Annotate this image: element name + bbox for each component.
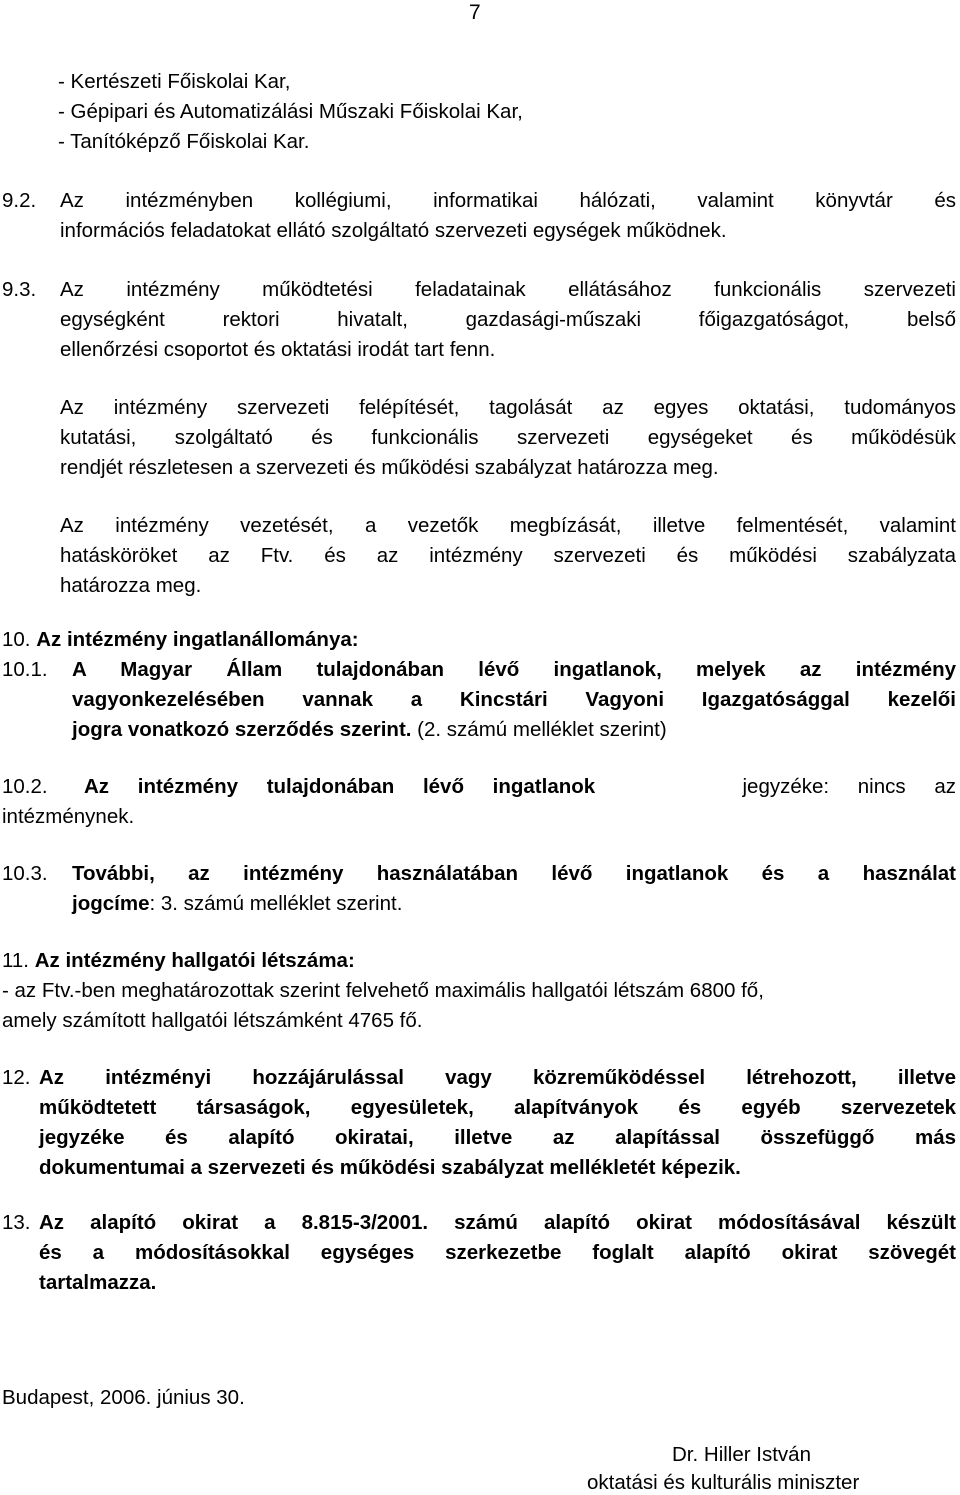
- signatory-title: oktatási és kulturális miniszter: [587, 1471, 860, 1494]
- section-13-line: Az alapító okirat a 8.815-3/2001. számú alapító okirat módosításával készült: [39, 1211, 956, 1234]
- section-9-2-line: Az intézményben kollégiumi, informatikai hálózati, valamint könyvtár és: [60, 189, 956, 212]
- faculty-item: - Kertészeti Főiskolai Kar,: [58, 70, 291, 93]
- place-date: Budapest, 2006. június 30.: [2, 1386, 245, 1409]
- section-number-9-3: 9.3.: [2, 278, 37, 301]
- section-10-2-text: jegyzéke: nincs az: [742, 775, 956, 798]
- section-number-10-3: 10.3.: [2, 862, 48, 885]
- section-9-2-line: információs feladatokat ellátó szolgáltató szervezeti egységek működnek.: [60, 219, 727, 242]
- section-number-12: 12.: [2, 1066, 31, 1089]
- section-number-10-2: 10.2.: [2, 775, 48, 798]
- section-9-3-line: ellenőrzési csoportot és oktatási irodát tart fenn.: [60, 338, 496, 361]
- section-12-line: jegyzéke és alapító okiratai, illetve az alapítással összefüggő más: [39, 1126, 956, 1149]
- paragraph-management-line: hatásköröket az Ftv. és az intézmény szervezeti és működési szabályzata: [60, 544, 956, 567]
- section-13-line: tartalmazza.: [39, 1271, 157, 1294]
- section-heading-11: [2, 951, 355, 972]
- paragraph-organization-line: Az intézmény szervezeti felépítését, tagolását az egyes oktatási, tudományos: [60, 396, 956, 419]
- section-11-line: - az Ftv.-ben meghatározottak szerint felvehető maximális hallgatói létszám 6800 fő,: [2, 979, 764, 1002]
- section-10-1-line: [72, 720, 667, 741]
- faculty-item: - Gépipari és Automatizálási Műszaki Főiskolai Kar,: [58, 100, 523, 123]
- section-12-line: működtetett társaságok, egyesületek, alapítványok és egyéb szervezetek: [39, 1096, 956, 1119]
- section-12-line: dokumentumai a szervezeti és működési szabályzat mellékletét képezik.: [39, 1156, 741, 1179]
- paragraph-organization-line: rendjét részletesen a szervezeti és működési szabályzat határozza meg.: [60, 456, 719, 479]
- section-number-9-2: 9.2.: [2, 189, 37, 212]
- section-10-2-line: intézménynek.: [2, 805, 135, 828]
- section-10-2-bold-text: Az intézmény tulajdonában lévő ingatlanok: [84, 775, 596, 798]
- signatory-name: Dr. Hiller István: [672, 1443, 811, 1466]
- section-title-11: Az intézmény hallgatói létszáma:: [34, 949, 355, 972]
- paragraph-management-line: határozza meg.: [60, 574, 202, 597]
- section-heading-10: [2, 630, 359, 651]
- section-number-10-1: 10.1.: [2, 658, 48, 681]
- section-10-1-line: A Magyar Állam tulajdonában lévő ingatlanok, melyek az intézmény: [72, 658, 956, 681]
- section-10-3-annex-ref: : 3. számú melléklet szerint.: [149, 892, 403, 915]
- section-title-10: Az intézmény ingatlanállománya:: [36, 628, 359, 651]
- faculty-item: - Tanítóképző Főiskolai Kar.: [58, 130, 310, 153]
- page-number: 7: [469, 1, 481, 24]
- section-10-2-line: [84, 777, 956, 798]
- section-13-line: és a módosításokkal egységes szerkezetbe foglalt alapító okirat szövegét: [39, 1241, 956, 1264]
- section-12-line: Az intézményi hozzájárulással vagy közreműködéssel létrehozott, illetve: [39, 1066, 956, 1089]
- section-number-11: 11.: [2, 949, 29, 972]
- paragraph-management-line: Az intézmény vezetését, a vezetők megbízását, illetve felmentését, valamint: [60, 514, 956, 537]
- section-10-1-bold-text: jogra vonatkozó szerződés szerint.: [72, 718, 412, 741]
- section-number-10: 10.: [2, 628, 31, 651]
- paragraph-organization-line: kutatási, szolgáltató és funkcionális szervezeti egységeket és működésük: [60, 426, 956, 449]
- section-9-3-line: Az intézmény működtetési feladatainak ellátásához funkcionális szervezeti: [60, 278, 956, 301]
- section-10-3-bold-text: jogcíme: [72, 892, 150, 915]
- section-9-3-line: egységként rektori hivatalt, gazdasági-műszaki főigazgatóságot, belső: [60, 308, 956, 331]
- section-10-3-line: További, az intézmény használatában lévő ingatlanok és a használat: [72, 862, 956, 885]
- section-11-line: amely számított hallgatói létszámként 4765 fő.: [2, 1009, 423, 1032]
- section-10-3-line: [72, 894, 402, 915]
- section-number-13: 13.: [2, 1211, 31, 1234]
- section-10-1-annex-ref: (2. számú melléklet szerint): [411, 718, 667, 741]
- section-10-1-line: vagyonkezelésében vannak a Kincstári Vagyoni Igazgatósággal kezelői: [72, 688, 956, 711]
